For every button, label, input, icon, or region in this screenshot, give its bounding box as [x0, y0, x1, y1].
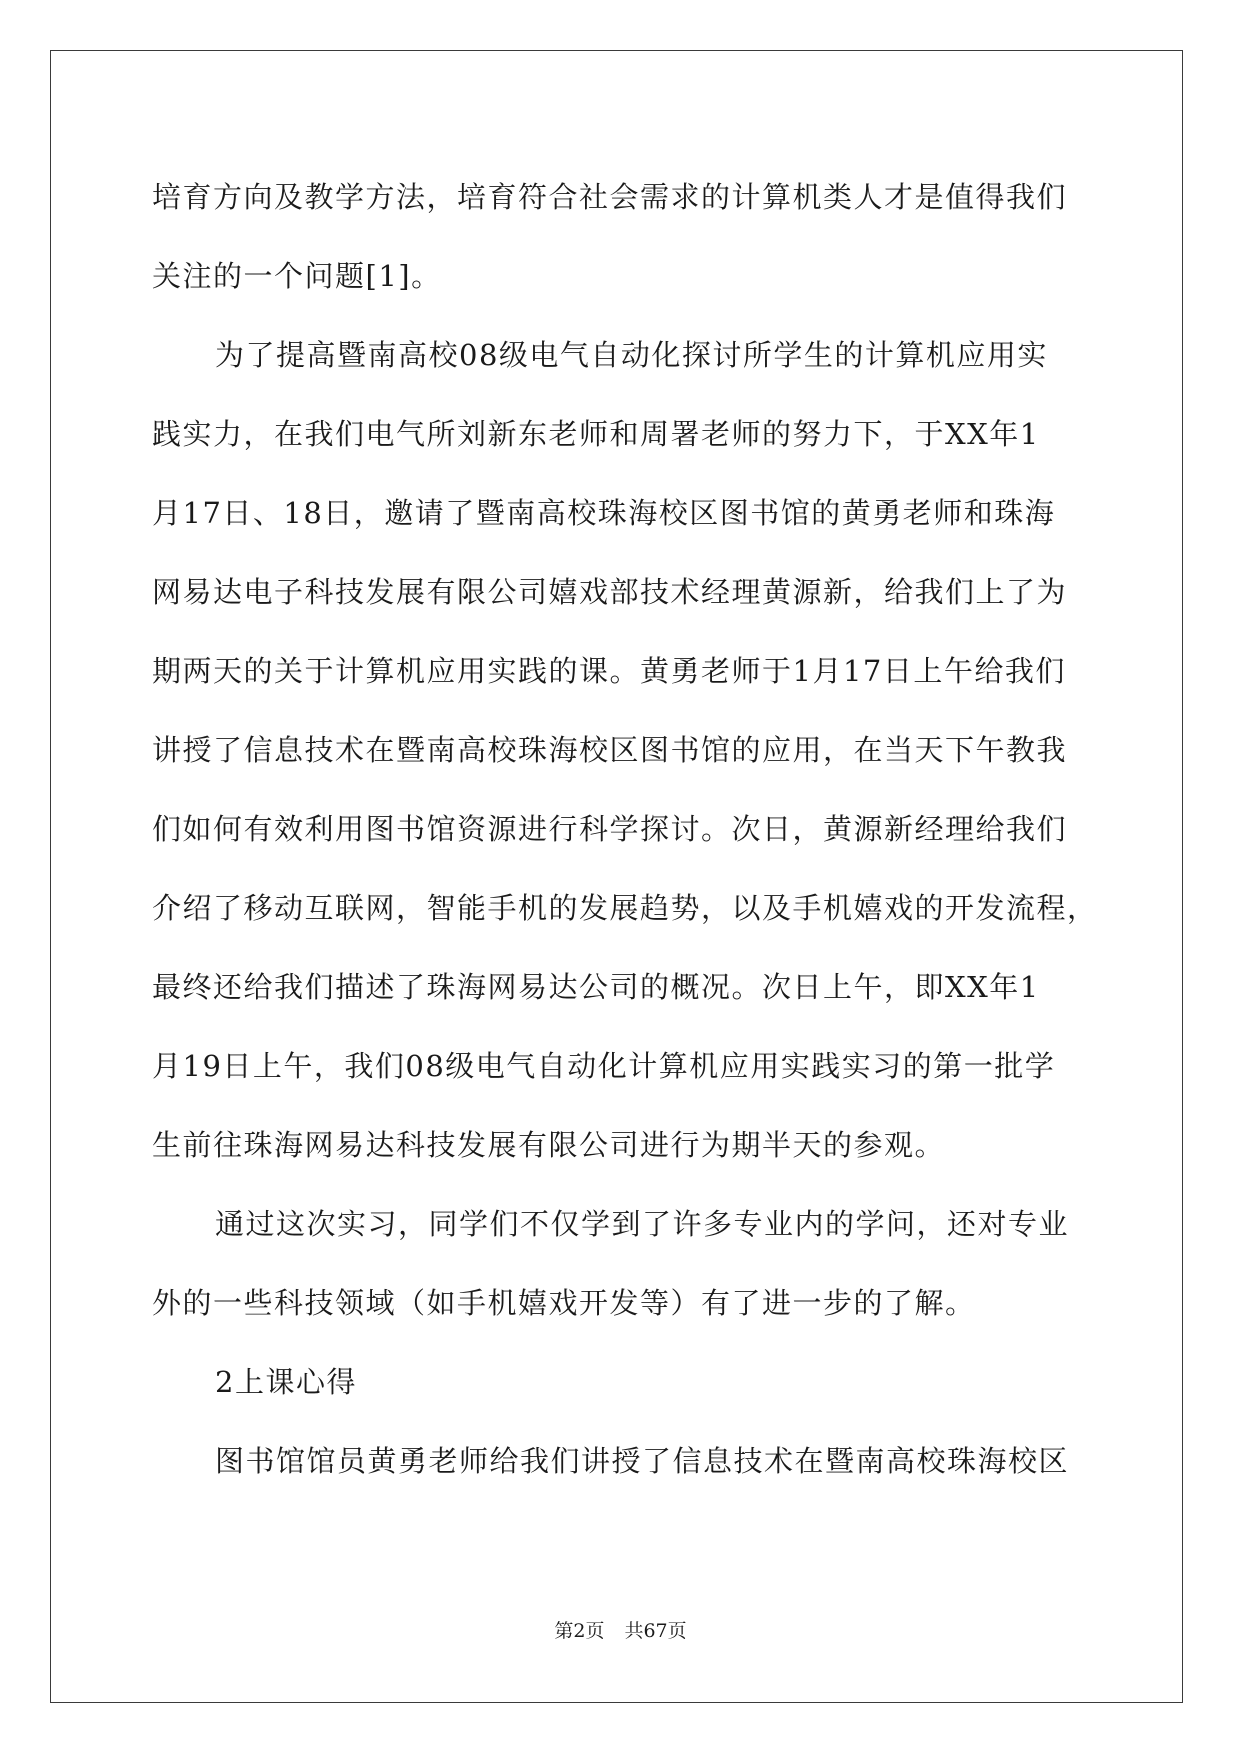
paragraph-line: 网易达电子科技发展有限公司嬉戏部技术经理黄源新，给我们上了为 — [152, 575, 1068, 609]
paragraph-line: 为了提高暨南高校08级电气自动化探讨所学生的计算机应用实 — [215, 338, 1048, 372]
paragraph-line: 介绍了移动互联网，智能手机的发展趋势，以及手机嬉戏的开发流程， — [152, 891, 1098, 925]
page-total: 共67页 — [624, 1620, 687, 1642]
document-body — [152, 158, 1098, 1501]
paragraph-line: 讲授了信息技术在暨南高校珠海校区图书馆的应用，在当天下午教我 — [152, 733, 1068, 767]
paragraph-line: 月17日、18日，邀请了暨南高校珠海校区图书馆的黄勇老师和珠海 — [152, 496, 1056, 530]
page-footer — [0, 1616, 1241, 1643]
paragraph-line: 月19日上午，我们08级电气自动化计算机应用实践实习的第一批学 — [152, 1049, 1056, 1083]
paragraph-line: 关注的一个问题[1]。 — [152, 259, 442, 293]
paragraph-line: 们如何有效利用图书馆资源进行科学探讨。次日，黄源新经理给我们 — [152, 812, 1068, 846]
paragraph-line: 生前往珠海网易达科技发展有限公司进行为期半天的参观。 — [152, 1128, 946, 1162]
paragraph-line: 培育方向及教学方法，培育符合社会需求的计算机类人才是值得我们 — [152, 180, 1068, 214]
paragraph-line: 通过这次实习，同学们不仅学到了许多专业内的学问，还对专业 — [215, 1207, 1070, 1241]
page-number: 第2页 — [554, 1620, 605, 1642]
paragraph-line: 图书馆馆员黄勇老师给我们讲授了信息技术在暨南高校珠海校区 — [215, 1444, 1070, 1478]
paragraph-line: 外的一些科技领域（如手机嬉戏开发等）有了进一步的了解。 — [152, 1286, 976, 1320]
paragraph-line: 期两天的关于计算机应用实践的课。黄勇老师于1月17日上午给我们 — [152, 654, 1066, 688]
paragraph-line: 最终还给我们描述了珠海网易达公司的概况。次日上午，即XX年1 — [152, 970, 1040, 1004]
paragraph-line: 践实力，在我们电气所刘新东老师和周署老师的努力下，于XX年1 — [152, 417, 1040, 451]
section-heading: 2上课心得 — [215, 1365, 357, 1399]
